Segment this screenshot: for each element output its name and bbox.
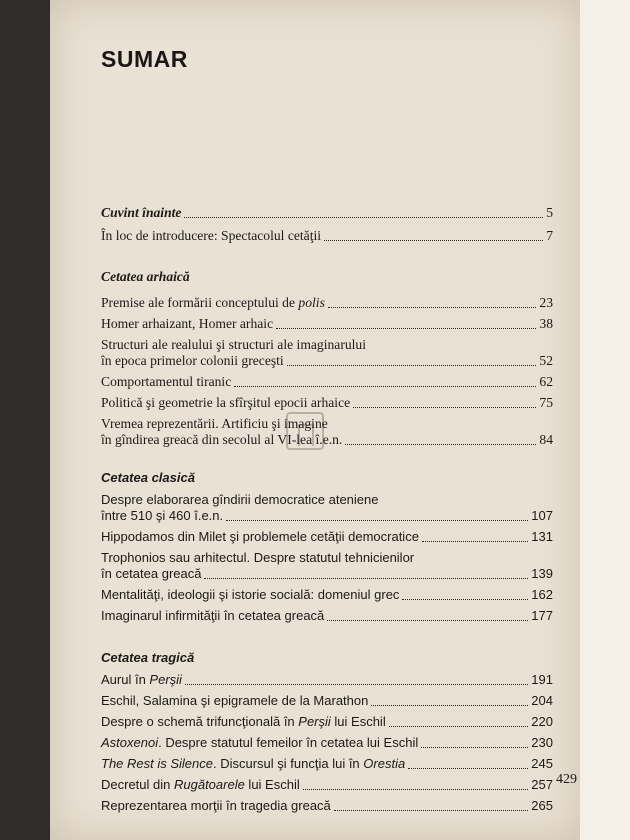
background-right — [580, 0, 630, 840]
toc-entry: The Rest is Silence. Discursul şi funcţia lui în Orestia 245 — [101, 756, 553, 771]
toc-entry: Structuri ale realului şi structuri ale imaginarului în epoca primelor colonii greceşti 52 — [101, 337, 553, 368]
book-page — [50, 0, 580, 840]
background-left — [0, 0, 50, 840]
toc-entry: Astoxenoi. Despre statutul femeilor în cetatea lui Eschil 230 — [101, 735, 553, 750]
toc-entry: Decretul din Rugătoarele lui Eschil 257 — [101, 777, 553, 792]
toc-entry: Vremea reprezentării. Artificiu şi imagine în gîndirea greacă din secolul al VI-lea î.e.n. 84 — [101, 416, 553, 447]
toc-entry: Trophonios sau arhitectul. Despre statutul tehnicienilor în cetatea greacă 139 — [101, 550, 553, 581]
toc-entry: Despre o schemă trifuncţională în Perşii lui Eschil 220 — [101, 714, 553, 729]
toc-entry: Mentalităţi, ideologii şi istorie socială: domeniul grec 162 — [101, 587, 553, 602]
toc-entry-introducere: În loc de introducere: Spectacolul cetăţii 7 — [101, 228, 553, 243]
toc-entry: Hippodamos din Milet şi problemele cetăţii democratice 131 — [101, 529, 553, 544]
section-heading-clasica: Cetatea clasică — [101, 470, 195, 485]
toc-entry: Eschil, Salamina şi epigramele de la Marathon 204 — [101, 693, 553, 708]
toc-entry: Comportamentul tiranic 62 — [101, 374, 553, 389]
section-heading-tragica: Cetatea tragică — [101, 650, 195, 665]
toc-entry: Imaginarul infirmităţii în cetatea greacă 177 — [101, 608, 553, 623]
toc-entry: Premise ale formării conceptului de polis 23 — [101, 295, 553, 310]
page-number: 429 — [556, 772, 577, 787]
toc-entry: Despre elaborarea gîndirii democratice ateniene între 510 şi 460 î.e.n. 107 — [101, 492, 553, 523]
toc-entry: Politică şi geometrie la sfîrşitul epocii arhaice 75 — [101, 395, 553, 410]
toc-entry: Homer arhaizant, Homer arhaic 38 — [101, 316, 553, 331]
section-heading-arhaica: Cetatea arhaică — [101, 269, 190, 284]
toc-entry: Reprezentarea morţii în tragedia greacă 265 — [101, 798, 553, 813]
toc-entry: Aurul în Perşii 191 — [101, 672, 553, 687]
page-title: SUMAR — [101, 46, 188, 72]
toc-entry-cuvint: Cuvint înainte 5 — [101, 205, 553, 220]
table-of-contents — [101, 205, 553, 814]
